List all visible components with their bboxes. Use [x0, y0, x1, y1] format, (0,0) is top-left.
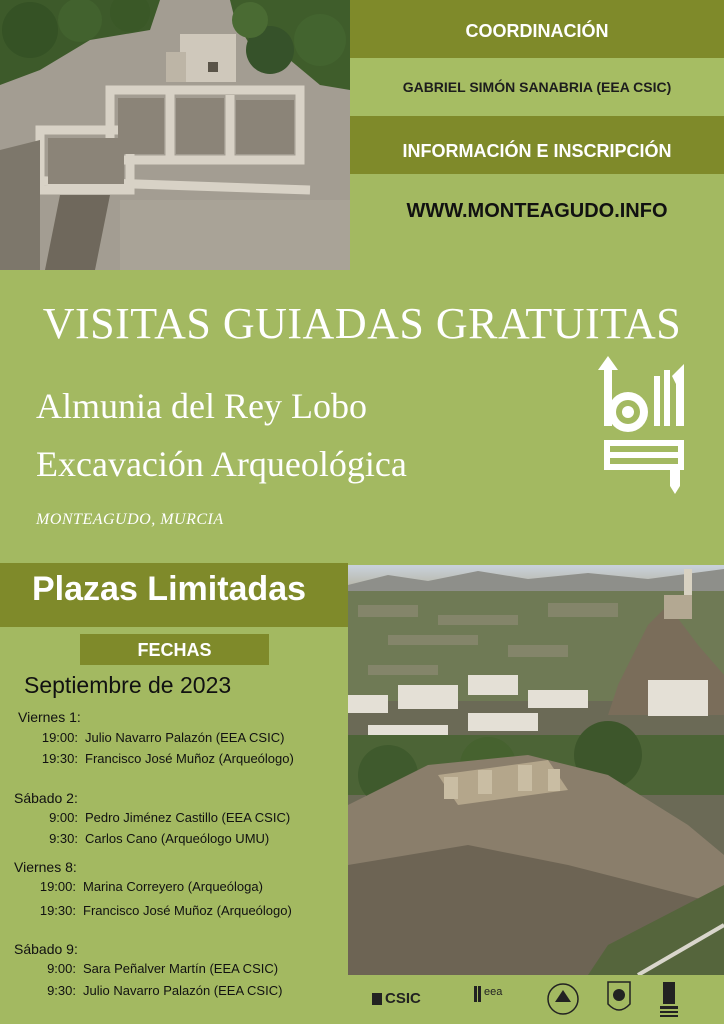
csic-logo: [372, 990, 421, 1007]
session-time: 9:00:: [49, 810, 78, 825]
session-row: [20, 751, 294, 766]
day-label: Viernes 8:: [14, 859, 77, 875]
session-time: 19:30:: [41, 751, 78, 766]
session-time: 9:30:: [47, 983, 76, 998]
day-label: Sábado 2:: [14, 790, 78, 806]
ayuntamiento-icon: [658, 980, 680, 1022]
session-row: [20, 730, 284, 745]
session-row: [18, 961, 278, 976]
main-title: VISITAS GUIADAS GRATUITAS: [42, 299, 682, 348]
session-time: 9:30:: [49, 831, 78, 846]
session-row: [18, 903, 292, 918]
aerial-photo: [348, 565, 724, 975]
session-speaker: Julio Navarro Palazón (EEA CSIC): [83, 983, 283, 998]
eea-bar-icon: [474, 986, 477, 1002]
site-name: Almunia del Rey Lobo: [36, 386, 367, 426]
academy-seal-icon: [546, 982, 580, 1018]
session-row: [20, 831, 269, 846]
excavation-photo: [0, 0, 350, 270]
murcia-shield-icon: [606, 980, 632, 1020]
eea-bar-icon: [478, 986, 481, 1002]
session-time: 19:00:: [39, 879, 76, 894]
day-label: Viernes 1:: [18, 709, 81, 725]
sponsor-logos: [350, 978, 724, 1024]
session-speaker: Pedro Jiménez Castillo (EEA CSIC): [85, 810, 291, 825]
session-speaker: Francisco José Muñoz (Arqueólogo): [85, 751, 294, 766]
session-time: 9:00:: [47, 961, 76, 976]
emblem-logo: [598, 356, 690, 496]
month-label: Septiembre de 2023: [24, 672, 232, 698]
plazas-limitadas: Plazas Limitadas: [32, 570, 307, 608]
fechas-heading: FECHAS: [80, 634, 269, 665]
coordinator-name: GABRIEL SIMÓN SANABRIA (EEA CSIC): [350, 58, 724, 116]
session-speaker: Francisco José Muñoz (Arqueólogo): [83, 903, 292, 918]
session-time: 19:00:: [41, 730, 78, 745]
session-row: [20, 810, 290, 825]
eea-logo: [474, 986, 502, 1004]
session-time: 19:30:: [39, 903, 76, 918]
website-link[interactable]: WWW.MONTEAGUDO.INFO: [406, 200, 668, 222]
info-heading: INFORMACIÓN E INSCRIPCIÓN: [350, 116, 724, 174]
site-subtitle: Excavación Arqueológica: [36, 444, 407, 484]
location: MONTEAGUDO, MURCIA: [36, 511, 224, 528]
session-speaker: Sara Peñalver Martín (EEA CSIC): [83, 961, 279, 976]
csic-mark-icon: [372, 993, 382, 1005]
eea-logo-text: eea: [484, 986, 503, 998]
session-speaker: Julio Navarro Palazón (EEA CSIC): [85, 730, 285, 745]
session-speaker: Carlos Cano (Arqueólogo UMU): [85, 831, 270, 846]
csic-logo-text: CSIC: [385, 990, 421, 1007]
day-label: Sábado 9:: [14, 941, 78, 957]
session-row: [18, 983, 282, 998]
session-speaker: Marina Correyero (Arqueóloga): [83, 879, 263, 894]
coordination-heading: COORDINACIÓN: [350, 0, 724, 58]
session-row: [18, 879, 263, 894]
